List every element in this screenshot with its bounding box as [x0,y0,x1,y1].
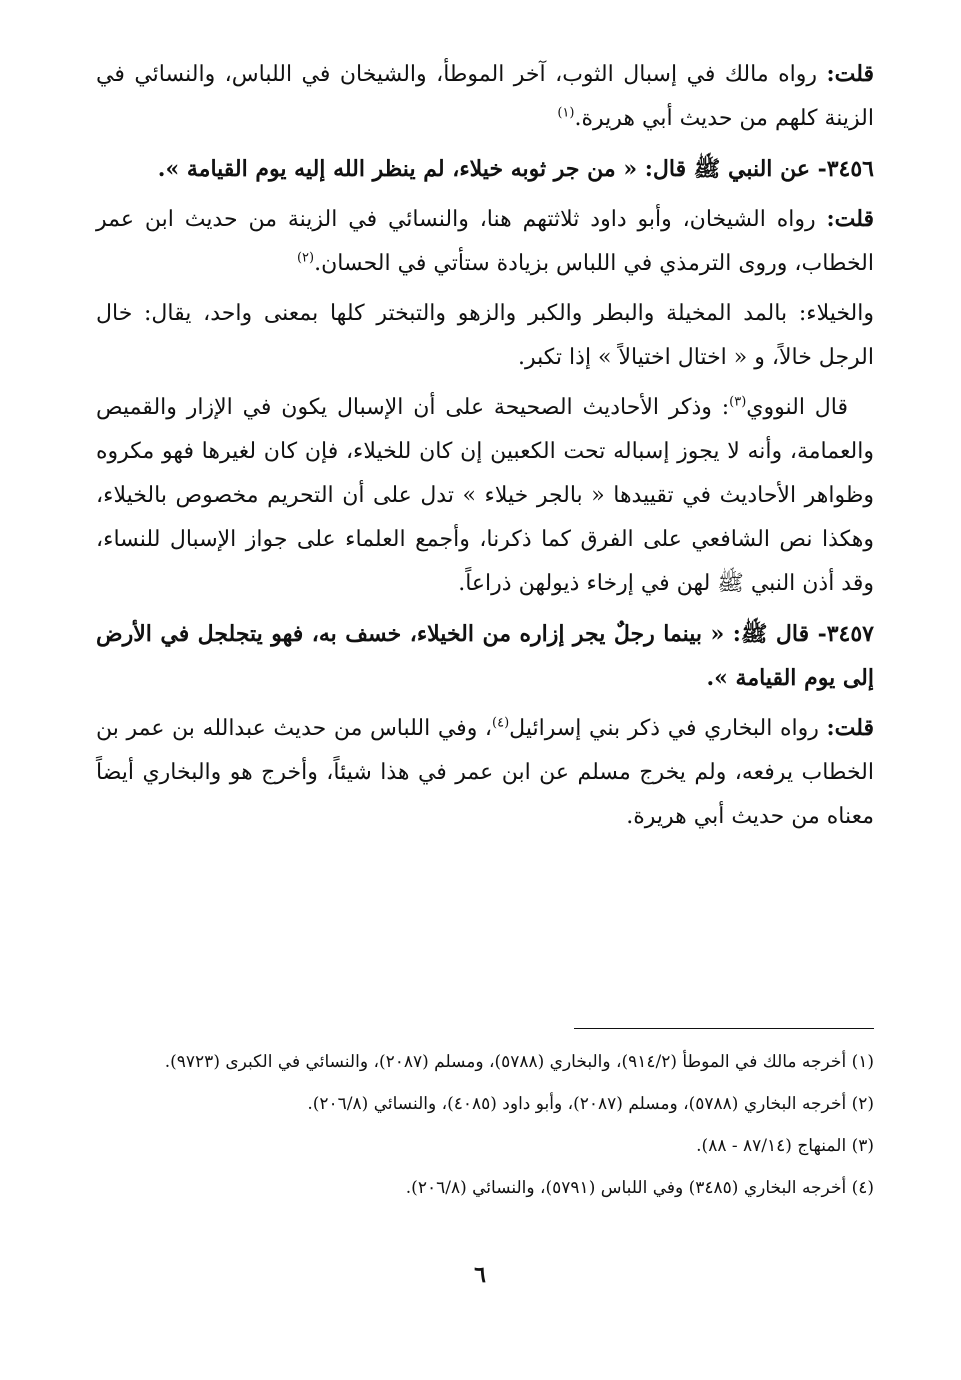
hadith-3456 [96,147,874,191]
paragraph-lead: قلت: [826,715,874,741]
paragraph-3 [96,197,874,286]
footnotes [96,1046,874,1214]
footnote-ref-4[interactable]: (٤) [492,715,510,731]
footnote-ref-3[interactable]: (٣) [729,394,747,410]
footnote-1: (١) أخرجه مالك في الموطأ (٩١٤/٢)، والبخاري (٥٧٨٨)، ومسلم (٢٠٨٧)، والنسائي في الكبرى (٩٧٢٣). [164,1052,874,1072]
paragraph-text: رواه الشيخان، وأبو داود ثلاثتهم هنا، والنسائي في الزينة من حديث ابن عمر الخطاب، وروى الترمذي في اللباس بزيادة ستأتي في الحسان. [96,207,874,276]
footnote-4: (٤) أخرجه البخاري (٣٤٨٥) وفي اللباس (٥٧٩١)، والنسائي (٢٠٦/٨). [405,1178,874,1198]
paragraph-5 [96,386,874,606]
paragraph-text: والخيلاء: بالمد المخيلة والبطر والكبر والزهو والتبختر كلها بمعنى واحد، يقال: خال الرجل خالاً، و « اختال اختيالاً » إذا تكبر. [96,301,874,370]
page-number: ٦ [474,1262,486,1288]
footnote-2: (٢) أخرجه البخاري (٥٧٨٨)، ومسلم (٢٠٨٧)، وأبو داود (٤٠٨٥)، والنسائي (٢٠٦/٨). [307,1094,874,1114]
paragraph-text: : وذكر الأحاديث الصحيحة على أن الإسبال يكون في الإزار والقميص والعمامة، وأنه لا يجوز إسباله تحت الكعبين إن كان للخيلاء، فإن كان لغيرها فهو مكروه وظواهر الأحاديث في تقييدها « بالجر خيلاء » تدل على أن التحريم مخصوص بالخيلاء، وهكذا نص الشافعي على الفرق كما ذكرنا، وأجمع العلماء على جواز الإسبال للنساء، وقد أذن النبي ﷺ لهن في إرخاء ذيولهن ذراعاً. [96,395,874,596]
paragraph-text: رواه البخاري في ذكر بني إسرائيل [509,716,827,741]
footnote-separator [574,1028,874,1029]
paragraph-text: رواه مالك في إسبال الثوب، آخر الموطأ، والشيخان في اللباس، والنسائي في الزينة كلهم من حديث أبي هريرة. [96,62,874,131]
paragraph-1 [96,52,874,141]
footnote-ref-2[interactable]: (٢) [296,250,315,266]
footnote-ref-1[interactable]: (١) [557,105,575,121]
paragraph-text: قال النووي [746,395,848,420]
page-body [96,52,874,845]
paragraph-lead: قلت: [826,206,874,232]
paragraph-text: ، وفي اللباس من حديث عبدالله بن عمر بن الخطاب يرفعه، ولم يخرج مسلم عن ابن عمر في هذا شيئاً، وأخرج هو والبخاري أيضاً معناه من حديث أبي هريرة. [96,716,874,829]
hadith-3457 [96,612,874,700]
paragraph-4 [96,292,874,380]
hadith-text: ٣٤٥٧- قال ﷺ: « بينما رجلٌ يجر إزاره من الخيلاء، خسف به، فهو يتجلجل في الأرض إلى يوم القيامة ». [96,621,874,691]
paragraph-7 [96,706,874,839]
footnote-3: (٣) المنهاج (٨٧/١٤ - ٨٨). [696,1136,874,1156]
hadith-text: ٣٤٥٦- عن النبي ﷺ قال: « من جر ثوبه خيلاء، لم ينظر الله إليه يوم القيامة ». [157,156,874,182]
paragraph-lead: قلت: [826,61,874,87]
